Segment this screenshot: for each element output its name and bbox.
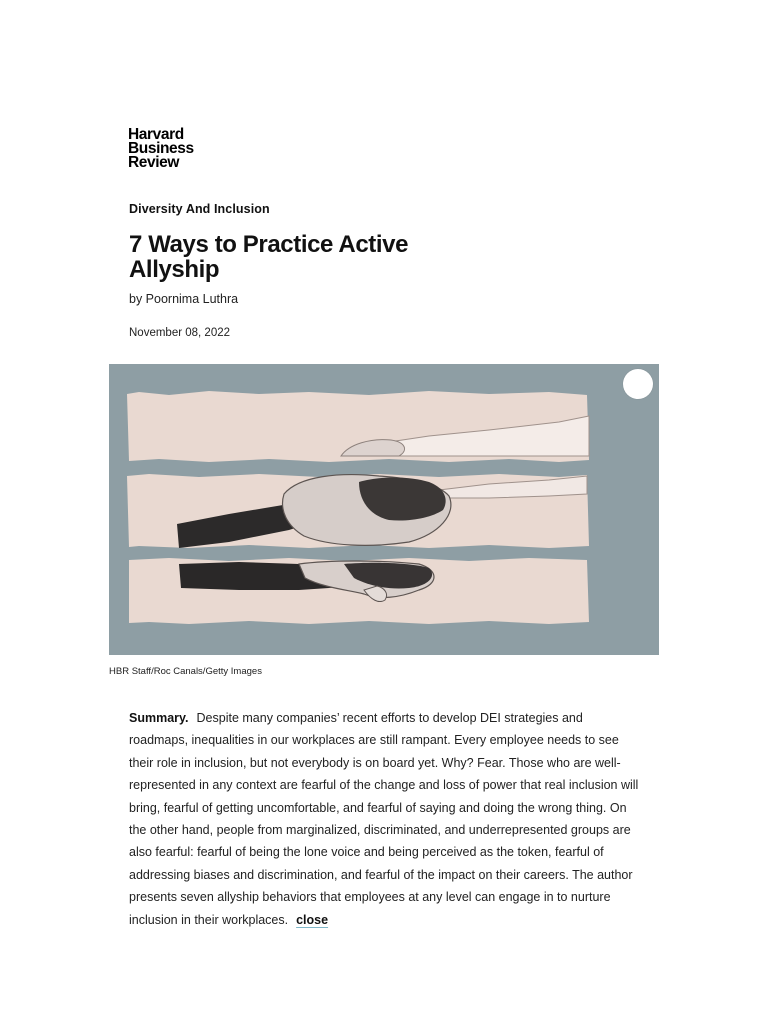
article-title: 7 Ways to Practice Active Allyship bbox=[129, 231, 409, 283]
hbr-logo[interactable] bbox=[128, 128, 194, 170]
logo-line-3: Review bbox=[128, 154, 180, 171]
author-byline: by Poornima Luthra bbox=[129, 292, 239, 306]
close-summary-link[interactable]: close bbox=[296, 912, 329, 927]
save-bookmark-button[interactable] bbox=[623, 369, 653, 399]
logo-line-2: Business bbox=[128, 140, 194, 157]
topic-link[interactable]: Diversity And Inclusion bbox=[129, 202, 270, 216]
hands-collage-illustration bbox=[109, 364, 659, 655]
summary-label: Summary. bbox=[129, 711, 189, 725]
image-caption: HBR Staff/Roc Canals/Getty Images bbox=[109, 666, 262, 677]
summary-block bbox=[129, 707, 639, 931]
hero-image bbox=[109, 364, 659, 655]
logo-line-1: Harvard bbox=[128, 126, 184, 143]
summary-text: Despite many companies’ recent efforts to develop DEI strategies and roadmaps, inequalities in our workplaces are still rampant. Every employee needs to see their role in inclusion, but not everybody is on board yet. Why? Fear. Those who are well-represented in any context are fearful of the change and loss of power that real inclusion will bring, fearful of getting uncomfortable, and fearful of saying and doing the wrong thing. On the other hand, people from marginalized, discriminated, and underrepresented groups are also fearful: fearful of being the lone voice and being perceived as the token, fearful of addressing biases and discrimination, and fearful of the impact on their careers. The author presents seven allyship behaviors that employees at any level can engage in to nurture inclusion in their workplaces. bbox=[129, 711, 639, 927]
publish-date: November 08, 2022 bbox=[129, 327, 231, 339]
